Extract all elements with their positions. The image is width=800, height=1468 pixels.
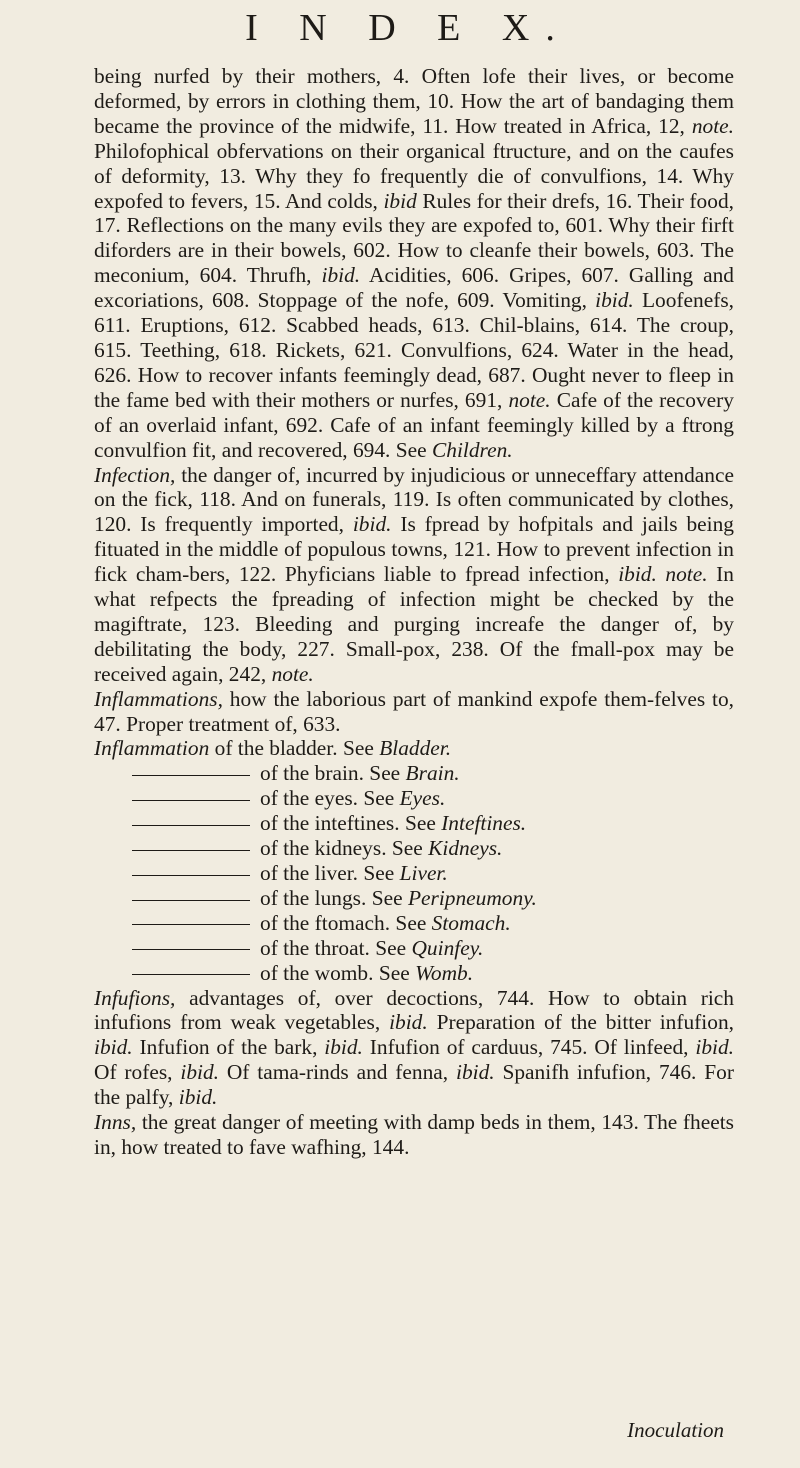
ditto-rule (132, 850, 250, 851)
sub-entry: of the brain. See Brain. (94, 761, 734, 786)
ditto-rule (132, 974, 250, 975)
sub-entry: of the womb. See Womb. (94, 961, 734, 986)
ditto-rule (132, 875, 250, 876)
entry-inflammation: Inflammation of the bladder. See Bladder. of the brain. See Brain. of the eyes. See Eyes. of the inteftines. See Inteftines. of the kidneys. See Kidneys. of the liver. See Liver. of the lungs. See Peripneumony. of the ftomach. See Stomach. of the throat. See Quinfey. of the womb. See Womb. (94, 736, 734, 985)
ditto-rule (132, 949, 250, 950)
entry-inflammations: Inflammations, how the laborious part of mankind expofe them-felves to, 47. Proper treatment of, 633. (94, 686, 734, 736)
entry-heading: Inns, (94, 1110, 137, 1135)
entry-heading: Infufions, (94, 985, 176, 1010)
page-title: I N D E X. (245, 7, 571, 49)
sub-entry: of the liver. See Liver. (94, 861, 734, 886)
ditto-rule (132, 775, 250, 776)
ditto-rule (132, 900, 250, 901)
entry-infection: Infection, the danger of, incurred by injudicious or unneceffary attendance on the fick, 118. And on funerals, 119. Is often communicated by clothes, 120. Is frequently imported, ibid. Is fpread by hofpitals and jails being fituated in the middle of populous towns, 121. How to prevent infection in fick cham-bers, 122. Phyficians liable to fpread infection, ibid. note. In what refpects the fpreading of infection might be checked by the magiftrate, 123. Bleeding and purging increafe the danger of, by debilitating the body, 227. Small-pox, 238. Of the fmall-pox may be received again, 242, note. (94, 462, 734, 686)
catchword: Inoculation (627, 1418, 724, 1442)
sub-entry: of the kidneys. See Kidneys. (94, 836, 734, 861)
entry-infants-continued: being nurfed by their mothers, 4. Often lofe their lives, or become deformed, by errors in clothing them, 10. How the art of bandaging them became the province of the midwife, 11. How treated in Africa, 12, note. Philofophical obfervations on their organical ftructure, and on the caufes of deformity, 13. Why they fo frequently die of convulfions, 14. Why expofed to fevers, 15. And colds, ibid Rules for their drefs, 16. Their food, 17. Reflections on the many evils they are expofed to, 601. Why their firft diforders are in their bowels, 602. How to cleanfe their bowels, 603. The meconium, 604. Thrufh, ibid. Acidities, 606. Gripes, 607. Galling and excoriations, 608. Stoppage of the nofe, 609. Vomiting, ibid. Loofenefs, 611. Eruptions, 612. Scabbed heads, 613. Chil-blains, 614. The croup, 615. Teething, 618. Rickets, 621. Convulfions, 624. Water in the head, 626. How to recover infants feemingly dead, 687. Ought never to fleep in the fame bed with their mothers or nurfes, 691, note. Cafe of the recovery of an overlaid infant, 692. Cafe of an infant feemingly killed by a ftrong convulfion fit, and recovered, 694. See Children. (94, 64, 735, 462)
entry-heading: Inflammation (94, 736, 210, 761)
sub-entry: of the eyes. See Eyes. (94, 786, 734, 811)
ditto-rule (132, 825, 250, 826)
entry-heading: Inflammations, (94, 686, 223, 711)
entry-inns: Inns, the great danger of meeting with damp beds in them, 143. The fheets in, how treated to fave wafhing, 144. (94, 1110, 734, 1159)
ditto-rule (132, 800, 250, 801)
sub-entry: of the throat. See Quinfey. (94, 936, 734, 961)
sub-entry: of the lungs. See Peripneumony. (94, 886, 734, 911)
ditto-rule (132, 924, 250, 925)
entry-heading: Infection, (94, 462, 176, 487)
index-body (94, 64, 734, 1160)
entry-infusions: Infufions, advantages of, over decoctions, 744. How to obtain rich infufions from weak vegetables, ibid. Preparation of the bitter infufion, ibid. Infufion of the bark, ibid. Infufion of carduus, 745. Of linfeed, ibid. Of rofes, ibid. Of tama-rinds and fenna, ibid. Spanifh infufion, 746. For the palfy, ibid. (94, 985, 734, 1110)
sub-entry: of the inteftines. See Inteftines. (94, 811, 734, 836)
sub-entry: of the ftomach. See Stomach. (94, 911, 734, 936)
